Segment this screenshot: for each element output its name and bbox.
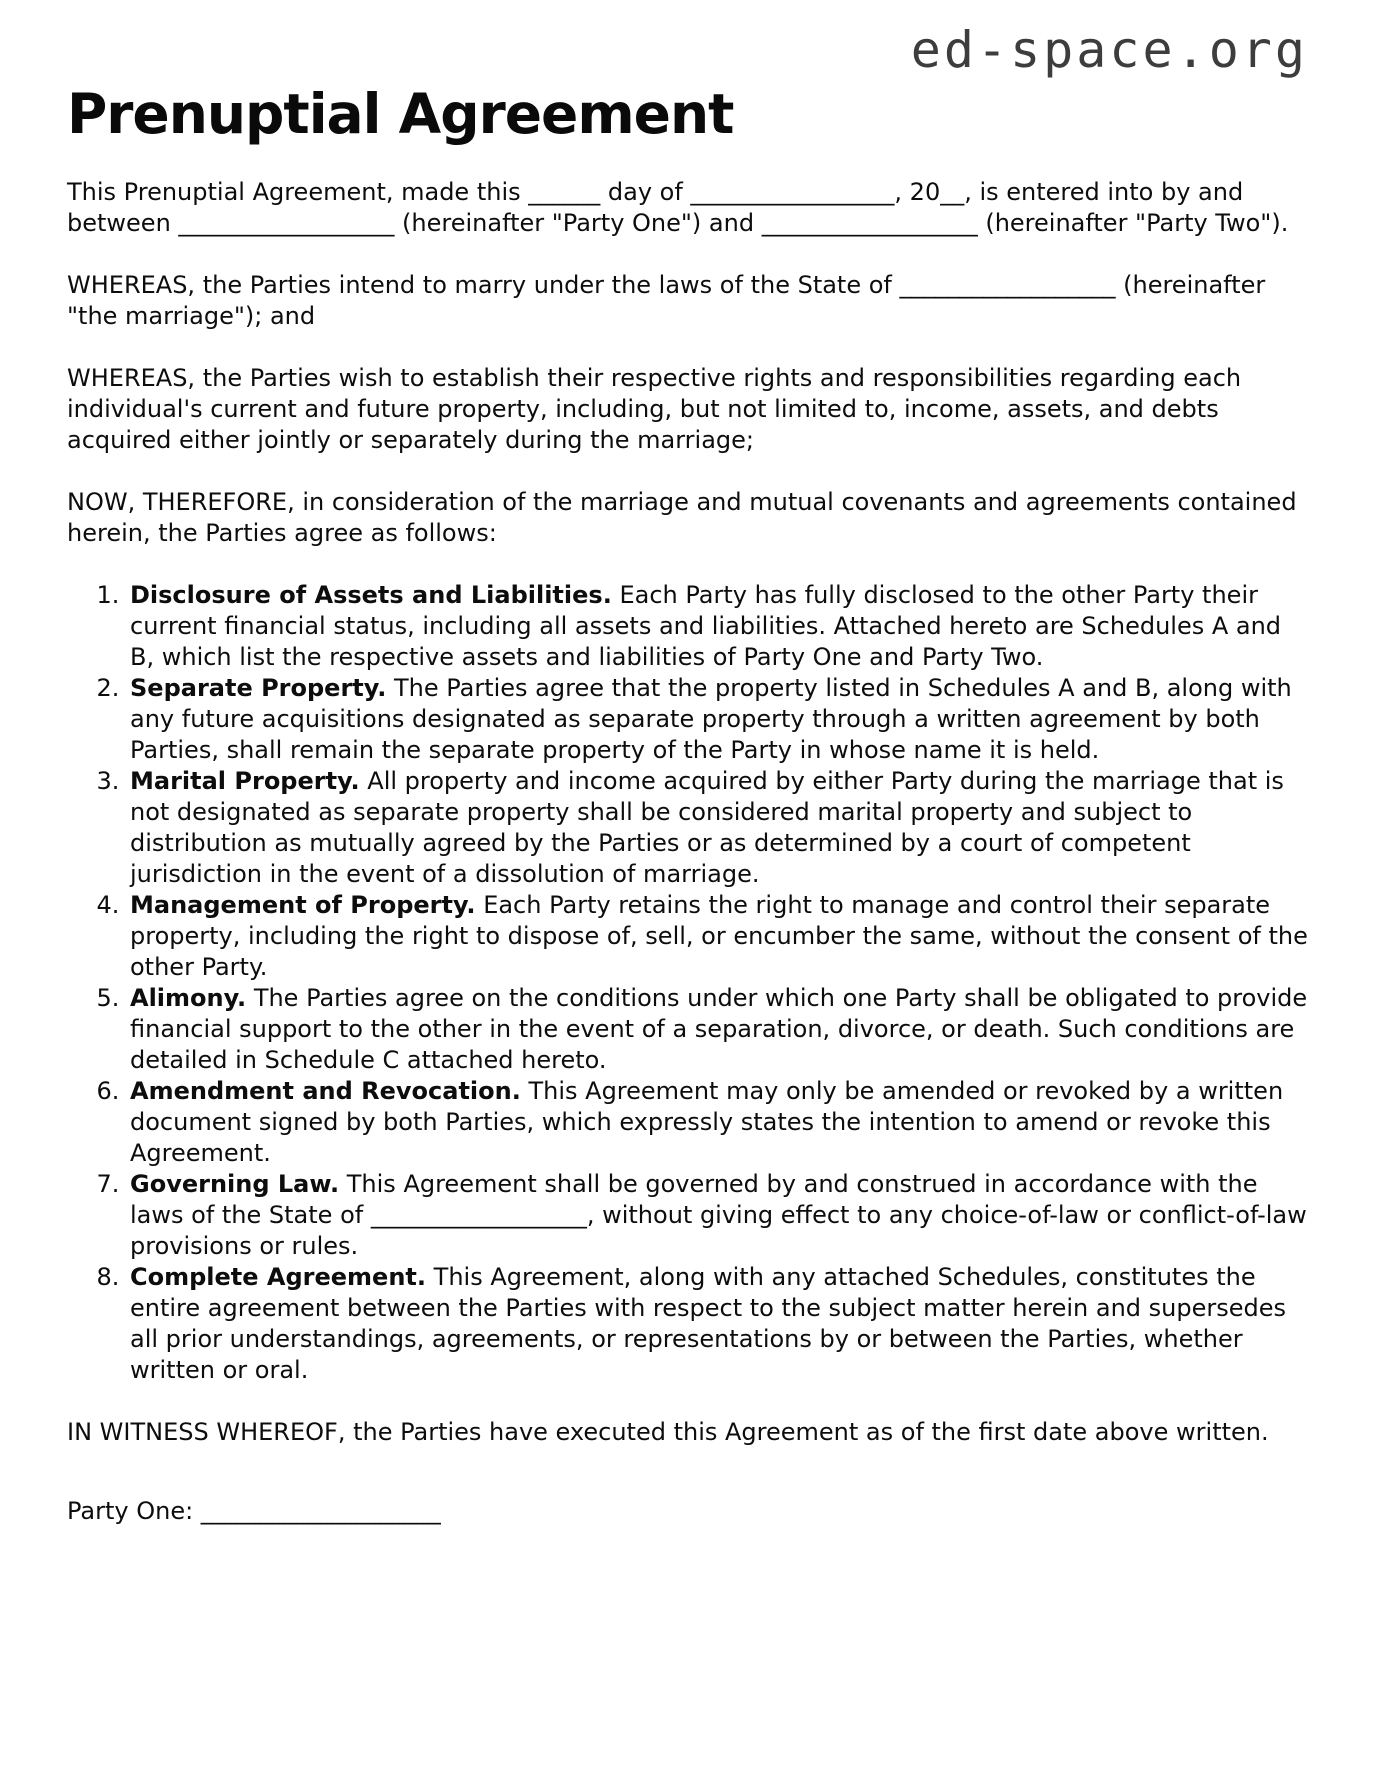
clause-title: Alimony. [130,984,247,1013]
clause-item-complete-agreement [127,1262,1308,1386]
clause-title: Complete Agreement. [130,1263,427,1292]
witness-paragraph: IN WITNESS WHEREOF, the Parties have executed this Agreement as of the first date above written. [67,1418,1269,1447]
clause-body: All property and income acquired by either Party during the marriage that is not designated as separate property shall be considered marital property and subject to distribution as mutually agreed by the Parties or as determined by a court of competent jurisdiction in the event of a dissolution of marriage. [130,767,1284,889]
clause-item-disclosure [127,580,1308,673]
clause-title: Marital Property. [130,767,360,796]
clause-body: Each Party has fully disclosed to the other Party their current financial status, including all assets and liabilities. Attached hereto are Schedules A and B, which list the respective assets and liabilities of Party One and Party Two. [130,581,1282,672]
clause-title: Governing Law. [130,1170,340,1199]
whereas-rights-paragraph: WHEREAS, the Parties wish to establish their respective rights and responsibilities regarding each individual's current and future property, including, but not limited to, income, assets, and debts acquired either jointly or separately during the marriage; [67,364,1242,455]
clause-body: This Agreement shall be governed by and construed in accordance with the laws of the State of __________________, without giving effect to any choice-of-law or conflict-of-law provisions or rules. [130,1170,1307,1261]
clause-title: Management of Property. [130,891,476,920]
clause-item-marital-property [127,766,1308,890]
clause-body: This Agreement, along with any attached Schedules, constitutes the entire agreement between the Parties with respect to the subject matter herein and supersedes all prior understandings, agreements, or representations by or between the Parties, whether written or oral. [130,1263,1287,1385]
clause-title: Disclosure of Assets and Liabilities. [130,581,612,610]
clause-item-alimony [127,983,1308,1076]
now-therefore-paragraph: NOW, THEREFORE, in consideration of the marriage and mutual covenants and agreements contained herein, the Parties agree as follows: [67,488,1297,548]
document-body [67,177,1308,1527]
clause-item-amendment-revocation [127,1076,1308,1169]
clause-body: Each Party retains the right to manage and control their separate property, including the right to dispose of, sell, or encumber the same, without the consent of the other Party. [130,891,1308,982]
clauses-list [67,580,1308,1386]
clause-item-separate-property [127,673,1308,766]
document-title: Prenuptial Agreement [67,81,734,146]
intro-paragraph: This Prenuptial Agreement, made this ______ day of _________________, 20__, is entered into by and between __________________ (hereinafter "Party One") and __________________ (hereinafter "Party Two"). [67,178,1289,238]
clause-title: Separate Property. [130,674,387,703]
site-logo: ed-space.org [910,21,1308,79]
clause-title: Amendment and Revocation. [130,1077,521,1106]
clause-body: The Parties agree on the conditions under which one Party shall be obligated to provide financial support to the other in the event of a separation, divorce, or death. Such conditions are detailed in Schedule C attached hereto. [130,984,1308,1075]
clause-item-management-of-property [127,890,1308,983]
party-one-signature-line: Party One: ____________________ [67,1497,441,1526]
clause-body: The Parties agree that the property listed in Schedules A and B, along with any future acquisitions designated as separate property through a written agreement by both Parties, shall remain the separate property of the Party in whose name it is held. [130,674,1292,765]
clause-body: This Agreement may only be amended or revoked by a written document signed by both Parties, which expressly states the intention to amend or revoke this Agreement. [130,1077,1284,1168]
clause-item-governing-law [127,1169,1308,1262]
whereas-marry-paragraph: WHEREAS, the Parties intend to marry under the laws of the State of __________________ (hereinafter "the marriage"); and [67,271,1266,331]
